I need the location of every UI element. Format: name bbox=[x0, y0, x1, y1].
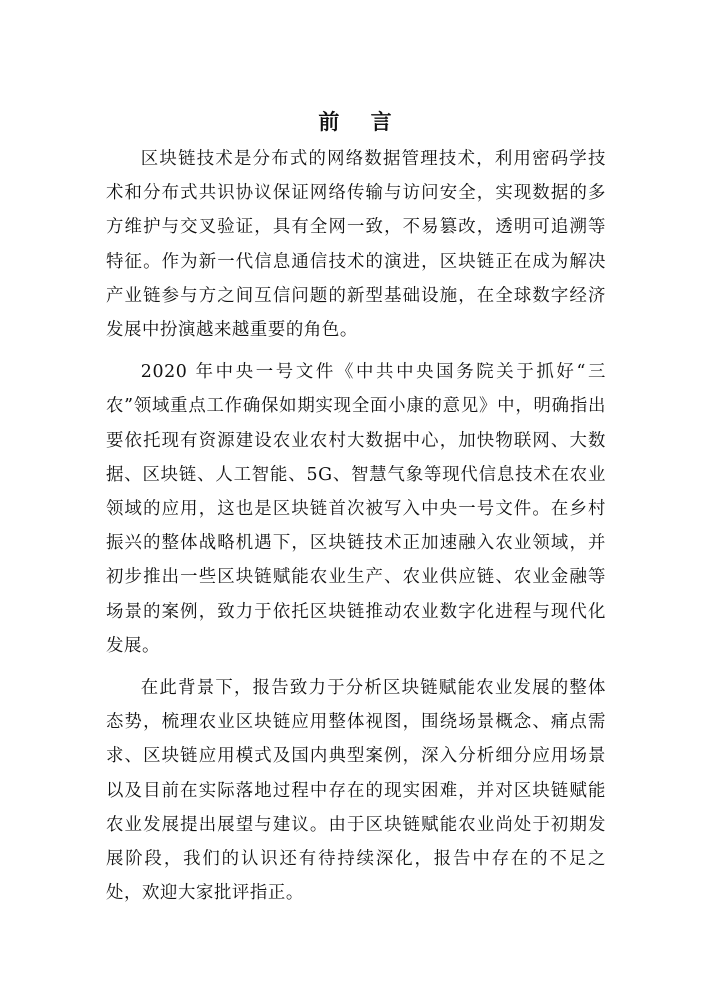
document-body bbox=[106, 142, 606, 918]
paragraph: 2020 年中央一号文件《中共中央国务院关于抓好“三农”领域重点工作确保如期实现全面小康的意见》中，明确指出要依托现有资源建设农业农村大数据中心，加快物联网、大数据、区块链、人工智能、5G、智慧气象等现代信息技术在农业领域的应用，这也是区块链首次被写入中央一号文件。在乡村振兴的整体战略机遇下，区块链技术正加速融入农业领域，并初步推出一些区块链赋能农业生产、农业供应链、农业金融等场景的案例，致力于依托区块链推动农业数字化进程与现代化发展。 bbox=[106, 362, 606, 656]
paragraph: 在此背景下，报告致力于分析区块链赋能农业发展的整体态势，梳理农业区块链应用整体视图，围绕场景概念、痛点需求、区块链应用模式及国内典型案例，深入分析细分应用场景以及目前在实际落地过程中存在的现实困难，并对区块链赋能农业发展提出展望与建议。由于区块链赋能农业尚处于初期发展阶段，我们的认识还有待持续深化，报告中存在的不足之处，欢迎大家批评指正。 bbox=[106, 678, 606, 904]
page-title: 前 言 bbox=[318, 110, 404, 134]
paragraph: 区块链技术是分布式的网络数据管理技术，利用密码学技术和分布式共识协议保证网络传输与访问安全，实现数据的多方维护与交叉验证，具有全网一致，不易篡改，透明可追溯等特征。作为新一代信息通信技术的演进，区块链正在成为解决产业链参与方之间互信问题的新型基础设施，在全球数字经济发展中扮演越来越重要的角色。 bbox=[106, 149, 606, 341]
